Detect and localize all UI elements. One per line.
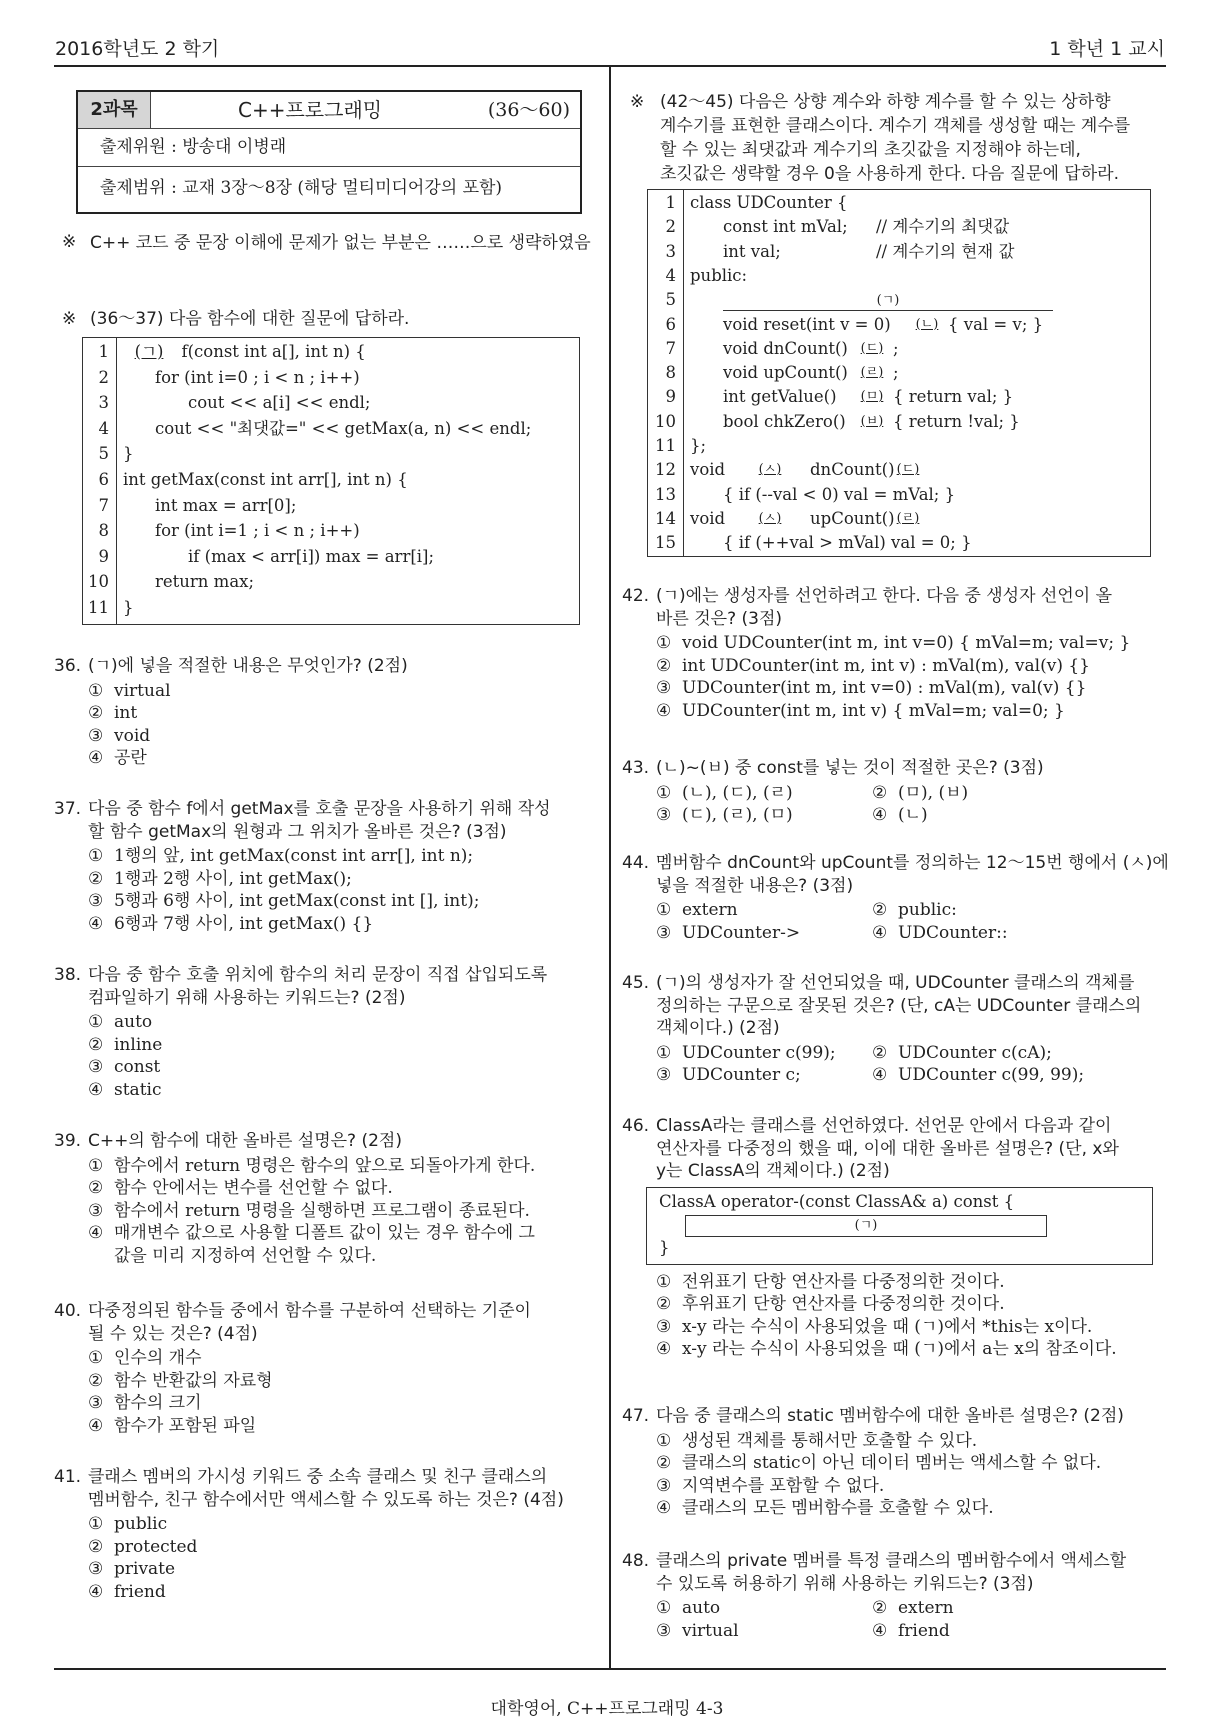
option-marker: ② — [872, 1598, 888, 1618]
option-text: 공란 — [114, 748, 147, 768]
blank-slot: (ㄴ) — [915, 316, 939, 332]
question-stem: 멤버함수, 친구 함수에서만 액세스할 수 있도록 하는 것은? (4점) — [88, 1489, 564, 1510]
code-line — [648, 313, 1150, 337]
option-text: 함수에서 return 명령은 함수의 앞으로 되돌아가게 한다. — [114, 1155, 536, 1176]
code-line — [648, 507, 1150, 531]
option-text: void — [114, 725, 151, 746]
question-stem: 객체이다.) (2점) — [656, 1018, 780, 1038]
line-number: 2 — [665, 217, 676, 237]
line-number: 4 — [98, 418, 109, 438]
line-number: 5 — [665, 290, 676, 310]
option-marker: ② — [88, 1370, 104, 1391]
option-text: public: — [898, 900, 957, 920]
option-marker: ① — [656, 1271, 672, 1292]
line-number: 4 — [665, 265, 676, 285]
option-text: x-y 라는 수식이 사용되었을 때 (ㄱ)에서 *this는 x이다. — [682, 1316, 1093, 1337]
blank-slot: (ㅁ) — [860, 389, 884, 405]
option-text: (ㅁ), (ㅂ) — [898, 782, 969, 803]
option-marker: ① — [656, 1430, 672, 1451]
option-text: protected — [114, 1536, 198, 1557]
code-text: dnCount() — [810, 460, 895, 480]
question-number: 38. — [54, 965, 82, 985]
option-marker: ① — [88, 680, 104, 701]
option-text: const — [114, 1057, 161, 1077]
question-number: 37. — [54, 799, 82, 819]
blank-slot: (ㅅ) — [758, 510, 782, 526]
option-text: (ㄴ), (ㄷ), (ㄹ) — [682, 782, 793, 803]
code-block-1 — [82, 337, 580, 625]
question-stem: 바른 것은? (3점) — [656, 608, 783, 629]
question-stem: 될 수 있는 것은? (4점) — [88, 1323, 258, 1344]
option-marker: ③ — [88, 1057, 104, 1077]
code-line — [83, 545, 579, 570]
option-text: friend — [114, 1581, 166, 1602]
option-marker: ② — [872, 1042, 888, 1063]
blank-slot: (ㄷ) — [896, 462, 920, 478]
code-line — [648, 337, 1150, 361]
option-text: auto — [682, 1598, 721, 1618]
question-stem: 정의하는 구문으로 잘못된 것은? (단, cA는 UDCounter 클래스의 — [656, 995, 1142, 1016]
code-text: } — [659, 1237, 670, 1257]
line-number: 11 — [655, 436, 676, 455]
code-text: cout << a[i] << endl; — [188, 393, 371, 413]
option-marker: ② — [656, 1453, 672, 1473]
line-number: 9 — [98, 546, 109, 566]
option-marker: ② — [872, 900, 888, 920]
blank-slot: (ㄷ) — [860, 340, 884, 356]
code-line — [648, 385, 1150, 409]
option-marker: ② — [88, 1536, 104, 1557]
option-marker: ④ — [872, 922, 888, 943]
question-stem: 다중정의된 함수들 중에서 함수를 구분하여 선택하는 기준이 — [88, 1301, 531, 1321]
header-semester: 2016학년도 2 학기 — [55, 38, 220, 60]
question-number: 36. — [54, 656, 82, 676]
subject-code: 2과목 — [78, 92, 151, 128]
question-stem: y는 ClassA의 객체이다.) (2점) — [656, 1161, 890, 1181]
option-text: 6행과 7행 사이, int getMax() {} — [114, 913, 374, 934]
code-text: { if (++val > mVal) val = 0; } — [723, 533, 972, 553]
line-number: 1 — [665, 193, 676, 212]
option-text: extern — [682, 900, 738, 920]
question-stem: 연산자를 다중정의 했을 때, 이에 대한 올바른 설명은? (단, x와 — [656, 1138, 1119, 1159]
code-block-2 — [647, 189, 1151, 557]
option-text: UDCounter c(99); — [682, 1042, 836, 1063]
option-text: void UDCounter(int m, int v=0) { mVal=m; val=v; } — [682, 633, 1131, 653]
blank-slot: (ㄹ) — [896, 510, 920, 526]
option-text: virtual — [682, 1620, 739, 1641]
option-marker: ② — [88, 703, 104, 723]
option-text: 클래스의 static이 아닌 데이터 멤버는 액세스할 수 없다. — [682, 1453, 1102, 1473]
option-text: private — [114, 1559, 176, 1579]
page-header — [55, 34, 1165, 62]
question-stem: 다음 중 함수 f에서 getMax를 호출 문장을 사용하기 위해 작성 — [88, 799, 551, 819]
code-line — [83, 570, 579, 595]
option-text: UDCounter(int m, int v) { mVal=m; val=0; } — [682, 700, 1065, 721]
line-number: 6 — [665, 314, 676, 334]
code-text: void reset(int v = 0) — [723, 314, 891, 334]
option-text: 1행의 앞, int getMax(const int arr[], int n); — [114, 846, 474, 866]
question-stem: 다음 중 함수 호출 위치에 함수의 처리 문장이 직접 삽입되도록 — [88, 965, 548, 985]
code-text: { if (--val < 0) val = mVal; } — [723, 484, 956, 504]
option-marker: ② — [656, 1294, 672, 1314]
code-line — [648, 264, 1150, 288]
option-text: auto — [114, 1012, 153, 1032]
option-text: public — [114, 1514, 168, 1534]
question-number: 45. — [622, 973, 650, 993]
option-text: 함수 안에서는 변수를 선언할 수 없다. — [114, 1178, 393, 1198]
code-line — [648, 483, 1150, 507]
code-text: { return !val; } — [893, 411, 1020, 431]
question-stem: 클래스 멤버의 가시성 키워드 중 소속 클래스 및 친구 클래스의 — [88, 1467, 548, 1487]
option-marker: ③ — [656, 922, 672, 943]
option-marker: ③ — [88, 1559, 104, 1579]
question-number: 41. — [54, 1467, 82, 1487]
code-line — [83, 519, 579, 544]
line-number: 8 — [665, 363, 676, 383]
question-stem: (ㄱ)에는 생성자를 선언하려고 한다. 다음 중 생성자 선언이 올 — [656, 586, 1113, 606]
option-text: UDCounter:: — [898, 922, 1008, 943]
code-text: void upCount() — [723, 363, 848, 383]
option-text: 매개변수 값으로 사용할 디폴트 값이 있는 경우 함수에 그 — [114, 1223, 535, 1243]
line-number: 9 — [665, 387, 676, 407]
code-line — [648, 410, 1150, 434]
question-number: 40. — [54, 1301, 82, 1321]
subject-scope: 출제범위 : 교재 3장～8장 (해당 멀티미디어강의 포함) — [100, 178, 503, 198]
option-text: static — [114, 1079, 162, 1100]
code-text: ClassA operator-(const ClassA& a) const { — [659, 1191, 1015, 1211]
question-stem: 멤버함수 dnCount와 upCount를 정의하는 12～15번 행에서 (ㅅ)에 — [656, 853, 1169, 873]
code-text: const int mVal; — [723, 217, 848, 237]
question-stem: 컴파일하기 위해 사용하는 키워드는? (2점) — [88, 987, 406, 1008]
option-marker: ② — [88, 1178, 104, 1198]
option-marker: ③ — [656, 1475, 672, 1496]
line-number: 10 — [88, 572, 109, 592]
blank-slot: (ㄹ) — [860, 365, 884, 381]
question-number: 42. — [622, 586, 650, 606]
line-number: 2 — [98, 367, 109, 387]
option-marker: ④ — [872, 1065, 888, 1085]
code-text: if (max < arr[i]) max = arr[i]; — [188, 546, 435, 566]
line-number: 3 — [665, 241, 676, 261]
option-continuation: 값을 미리 지정하여 선언할 수 있다. — [114, 1245, 377, 1266]
option-text: 함수에서 return 명령을 실행하면 프로그램이 종료된다. — [114, 1200, 530, 1221]
code-text: { val = v; } — [948, 314, 1044, 334]
line-number: 8 — [98, 521, 109, 541]
code-line — [83, 468, 579, 493]
option-marker: ② — [656, 655, 672, 676]
code-line — [648, 531, 1150, 555]
option-text: UDCounter(int m, int v=0) : mVal(m), val(v) {} — [682, 678, 1087, 698]
header-period: 1 학년 1 교시 — [1049, 38, 1165, 60]
code-text: for (int i=0 ; i < n ; i++) — [155, 367, 360, 387]
option-marker: ① — [656, 900, 672, 920]
subject-range: (36～60) — [487, 99, 570, 121]
question-stem: (ㄱ)에 넣을 적절한 내용은 무엇인가? (2점) — [88, 656, 408, 676]
page-footer: 대학영어, C++프로그래밍 4-3 — [490, 1699, 724, 1719]
code-text: void — [690, 508, 726, 528]
option-text: 지역변수를 포함할 수 없다. — [682, 1475, 885, 1496]
option-text: UDCounter c(99, 99); — [898, 1065, 1085, 1085]
line-number: 7 — [98, 495, 109, 515]
option-text: 전위표기 단항 연산자를 다중정의한 것이다. — [682, 1271, 1005, 1292]
line-number: 13 — [655, 484, 676, 504]
option-marker: ④ — [88, 1581, 104, 1602]
question-number: 39. — [54, 1131, 82, 1151]
blank-slot: (ㅅ) — [758, 462, 782, 478]
option-marker: ① — [656, 1042, 672, 1063]
option-text: (ㄷ), (ㄹ), (ㅁ) — [682, 805, 793, 825]
line-number: 15 — [655, 533, 676, 553]
question-stem: 클래스의 private 멤버를 특정 클래스의 멤버함수에서 액세스할 — [656, 1551, 1127, 1571]
option-marker: ① — [88, 1012, 104, 1032]
question-number: 47. — [622, 1406, 650, 1426]
code-line — [648, 240, 1150, 264]
option-marker: ① — [656, 782, 672, 803]
line-number: 7 — [665, 338, 676, 358]
code-comment: // 계수기의 현재 값 — [876, 241, 1015, 261]
option-marker: ③ — [88, 891, 104, 911]
code-text: cout << "최댓값=" << getMax(a, n) << endl; — [155, 418, 532, 438]
option-marker: ③ — [656, 678, 672, 698]
code-line — [83, 417, 579, 442]
code-text: upCount() — [810, 508, 895, 528]
line-number: 5 — [98, 444, 109, 464]
code-line — [648, 361, 1150, 385]
code-line — [648, 458, 1150, 482]
option-marker: ① — [656, 633, 672, 653]
intro-line: (42～45) 다음은 상향 계수와 하향 계수를 할 수 있는 상하향 — [660, 92, 1111, 112]
option-text: UDCounter-> — [682, 922, 801, 943]
code-text: }; — [690, 436, 707, 455]
code-comment: // 계수기의 최댓값 — [876, 217, 1010, 237]
blank-slot: (ㄱ) — [134, 342, 164, 361]
code-line — [648, 288, 1150, 312]
option-marker: ③ — [656, 1065, 672, 1085]
option-marker: ④ — [872, 1620, 888, 1641]
code-text: int max = arr[0]; — [155, 495, 297, 515]
code-text: ; — [893, 338, 899, 358]
code-line — [83, 442, 579, 467]
code-text: int getMax(const int arr[], int n) { — [123, 470, 408, 489]
option-text: x-y 라는 수식이 사용되었을 때 (ㄱ)에서 a는 x의 참조이다. — [682, 1339, 1117, 1359]
option-marker: ③ — [88, 725, 104, 746]
option-text: inline — [114, 1034, 163, 1055]
question-number: 43. — [622, 758, 650, 778]
option-text: 함수의 크기 — [114, 1393, 202, 1413]
code-box-46 — [646, 1187, 1153, 1265]
line-number: 1 — [98, 342, 109, 361]
option-marker: ② — [88, 868, 104, 889]
question-stem: (ㄴ)~(ㅂ) 중 const를 넣는 것이 적절한 곳은? (3점) — [656, 758, 1044, 778]
code-text: } — [123, 444, 134, 464]
option-marker: ④ — [656, 700, 672, 721]
option-text: friend — [898, 1620, 950, 1641]
option-text: 인수의 개수 — [114, 1348, 202, 1368]
option-text: 후위표기 단항 연산자를 다중정의한 것이다. — [682, 1294, 1005, 1314]
intro-line: 초깃값은 생략할 경우 0을 사용하게 한다. 다음 질문에 답하라. — [660, 164, 1119, 184]
code-text: public: — [690, 265, 748, 285]
option-marker: ④ — [656, 1498, 672, 1518]
code-text: for (int i=1 ; i < n ; i++) — [155, 521, 360, 541]
option-text: UDCounter c; — [682, 1065, 801, 1085]
code-text: class UDCounter { — [690, 193, 848, 212]
code-text: void — [690, 460, 726, 480]
column-divider — [609, 66, 611, 1668]
option-marker: ④ — [88, 1415, 104, 1436]
code-text: } — [123, 598, 134, 617]
line-number: 11 — [88, 598, 109, 617]
line-number: 12 — [655, 460, 676, 480]
option-marker: ④ — [88, 1223, 104, 1243]
option-text: 5행과 6행 사이, int getMax(const int [], int); — [114, 891, 480, 911]
question-stem: 넣을 적절한 내용은? (3점) — [656, 875, 854, 896]
option-marker: ④ — [872, 805, 888, 825]
option-marker: ① — [88, 1348, 104, 1368]
code-line — [83, 366, 579, 391]
code-text: ; — [893, 363, 899, 383]
option-text: 함수 반환값의 자료형 — [114, 1370, 273, 1391]
option-marker: ④ — [656, 1339, 672, 1359]
question-stem: ClassA라는 클래스를 선언하였다. 선언문 안에서 다음과 같이 — [656, 1116, 1112, 1136]
code-text: int val; — [723, 241, 781, 261]
code-line — [648, 191, 1150, 215]
code-line — [648, 215, 1150, 239]
option-marker: ② — [872, 782, 888, 803]
option-text: int — [114, 703, 138, 723]
line-number: 6 — [98, 470, 109, 489]
option-text: 1행과 2행 사이, int getMax(); — [114, 868, 352, 889]
option-text: 함수가 포함된 파일 — [114, 1415, 257, 1436]
option-text: extern — [898, 1598, 954, 1618]
blank-slot: (ㄱ) — [685, 1215, 1047, 1237]
option-marker: ③ — [656, 1316, 672, 1337]
option-marker: ④ — [88, 748, 104, 768]
question-stem: 할 함수 getMax의 원형과 그 위치가 올바른 것은? (3점) — [88, 821, 507, 842]
question-stem: 다음 중 클래스의 static 멤버함수에 대한 올바른 설명은? (2점) — [656, 1406, 1124, 1426]
subject-author: 출제위원 : 방송대 이병래 — [100, 137, 287, 157]
code-text: { return val; } — [893, 387, 1014, 407]
question-stem: C++의 함수에 대한 올바른 설명은? (2점) — [88, 1131, 402, 1151]
code-text: void dnCount() — [723, 338, 848, 358]
option-marker: ④ — [88, 913, 104, 934]
blank-slot: (ㅂ) — [860, 413, 884, 429]
line-number: 14 — [655, 508, 676, 528]
code-line — [83, 391, 579, 416]
question-stem: (ㄱ)의 생성자가 잘 선언되었을 때, UDCounter 클래스의 객체를 — [656, 973, 1135, 993]
option-marker: ② — [88, 1034, 104, 1055]
code-line — [83, 340, 579, 365]
code-text: int getValue() — [723, 387, 837, 407]
option-marker: ① — [88, 1155, 104, 1176]
option-text: 생성된 객체를 통해서만 호출할 수 있다. — [682, 1430, 978, 1451]
code-line — [83, 596, 579, 621]
line-number: 10 — [655, 411, 676, 431]
question-stem: 수 있도록 허용하기 위해 사용하는 키워드는? (3점) — [656, 1573, 1034, 1594]
option-text: 클래스의 모든 멤버함수를 호출할 수 있다. — [682, 1498, 994, 1518]
option-text: int UDCounter(int m, int v) : mVal(m), val(v) {} — [682, 655, 1090, 676]
subject-title: C++프로그래밍 — [238, 98, 383, 122]
option-text: (ㄴ) — [898, 805, 928, 825]
question-number: 44. — [622, 853, 650, 873]
option-marker: ③ — [656, 1620, 672, 1641]
option-marker: ④ — [88, 1079, 104, 1100]
question-number: 46. — [622, 1116, 650, 1136]
option-marker: ③ — [656, 805, 672, 825]
blank-line-slot: (ㄱ) — [723, 288, 1053, 311]
intro-line: 계수기를 표현한 클래스이다. 계수기 객체를 생성할 때는 계수를 — [660, 116, 1131, 136]
intro-line: 할 수 있는 최댓값과 계수기의 초깃값을 지정해야 하는데, — [660, 140, 1081, 160]
option-marker: ① — [656, 1598, 672, 1618]
code-text: bool chkZero() — [723, 411, 846, 431]
option-marker: ③ — [88, 1200, 104, 1221]
code-text: f(const int a[], int n) { — [171, 342, 366, 361]
code-line — [648, 434, 1150, 458]
line-number: 3 — [98, 393, 109, 413]
option-marker: ③ — [88, 1393, 104, 1413]
option-text: UDCounter c(cA); — [898, 1042, 1052, 1063]
question-number: 48. — [622, 1551, 650, 1571]
code-line — [83, 494, 579, 519]
code-text: return max; — [155, 572, 255, 592]
option-text: virtual — [114, 680, 171, 701]
footer-rule — [54, 1668, 1166, 1670]
subject-info-box — [76, 90, 582, 214]
option-marker: ① — [88, 846, 104, 866]
option-marker: ① — [88, 1514, 104, 1534]
